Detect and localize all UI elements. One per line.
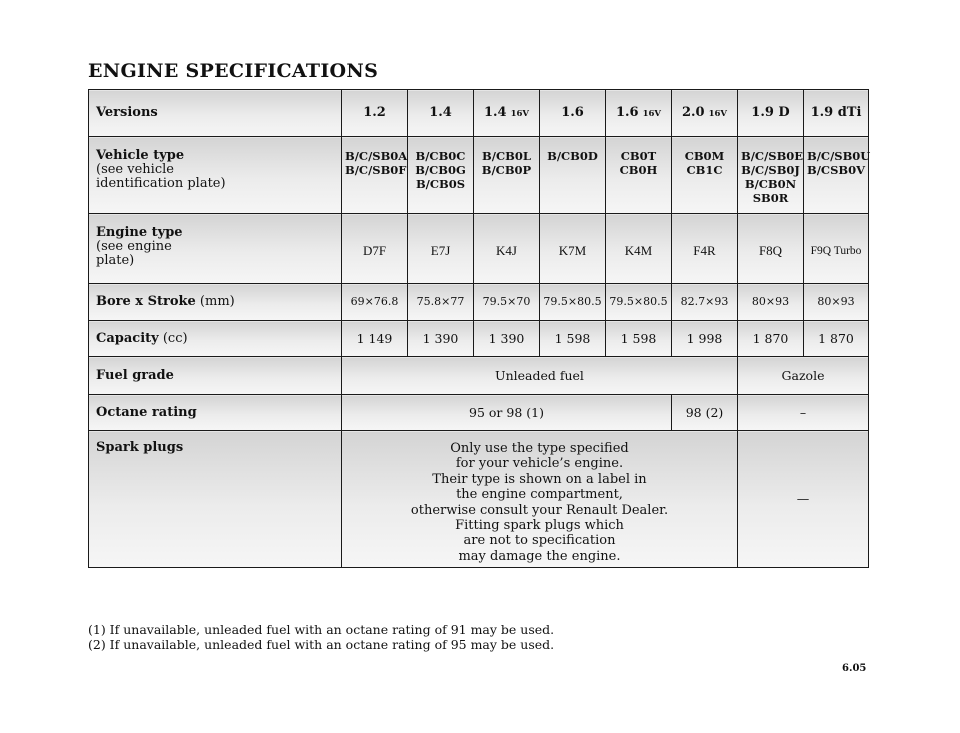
vehicle-type-cell: B/CB0L B/CB0P	[474, 137, 540, 214]
capacity-cell: 1 598	[606, 321, 672, 357]
capacity-cell: 1 870	[738, 321, 804, 357]
vehicle-type-label: Vehicle type (see vehicle identification plate)	[89, 137, 342, 214]
bore-stroke-cell: 79.5×80.5	[540, 284, 606, 321]
page-title: ENGINE SPECIFICATIONS	[88, 60, 379, 82]
bore-stroke-cell: 75.8×77	[408, 284, 474, 321]
footnote-2: (2) If unavailable, unleaded fuel with an octane rating of 95 may be used.	[88, 637, 555, 652]
engine-type-row	[89, 214, 869, 284]
engine-type-label: Engine type (see engine plate)	[89, 214, 342, 284]
fuel-grade-petrol: Unleaded fuel	[342, 357, 738, 395]
version-cell: 1.4 16V	[474, 90, 540, 137]
bore-stroke-label: Bore x Stroke (mm)	[89, 284, 342, 321]
octane-rating-petrol: 95 or 98 (1)	[342, 395, 672, 431]
octane-rating-diesel: –	[738, 395, 869, 431]
footnote-1: (1) If unavailable, unleaded fuel with an octane rating of 91 may be used.	[88, 622, 555, 637]
capacity-cell: 1 149	[342, 321, 408, 357]
bore-stroke-cell: 79.5×70	[474, 284, 540, 321]
octane-rating-row	[89, 395, 869, 431]
version-cell: 1.6	[540, 90, 606, 137]
version-cell: 1.2	[342, 90, 408, 137]
engine-type-cell: F8Q	[738, 214, 804, 284]
engine-type-cell: K4M	[606, 214, 672, 284]
bore-stroke-cell: 79.5×80.5	[606, 284, 672, 321]
engine-type-cell: D7F	[342, 214, 408, 284]
page-number: 6.05	[842, 663, 867, 674]
vehicle-type-cell: CB0T CB0H	[606, 137, 672, 214]
fuel-grade-label: Fuel grade	[89, 357, 342, 395]
bore-stroke-cell: 80×93	[804, 284, 869, 321]
engine-type-cell: F9Q Turbo	[804, 214, 869, 284]
spark-plugs-text: Only use the type specified for your vehicle’s engine. Their type is shown on a label in the engine compartment, otherwise consult your Renault Dealer. Fitting spark plugs which are not to specification may damage the engine.	[342, 431, 738, 568]
octane-rating-2l: 98 (2)	[672, 395, 738, 431]
versions-label: Versions	[89, 90, 342, 137]
capacity-row	[89, 321, 869, 357]
version-cell: 1.9 dTi	[804, 90, 869, 137]
vehicle-type-cell: B/CB0D	[540, 137, 606, 214]
spark-plugs-label: Spark plugs	[89, 431, 342, 568]
bore-stroke-cell: 80×93	[738, 284, 804, 321]
capacity-cell: 1 598	[540, 321, 606, 357]
octane-rating-label: Octane rating	[89, 395, 342, 431]
spark-plugs-diesel: —	[738, 431, 869, 568]
engine-type-cell: E7J	[408, 214, 474, 284]
vehicle-type-cell: B/C/SB0E B/C/SB0J B/CB0N SB0R	[738, 137, 804, 214]
version-cell: 1.9 D	[738, 90, 804, 137]
vehicle-type-cell: B/C/SB0U B/CSB0V	[804, 137, 869, 214]
capacity-cell: 1 390	[474, 321, 540, 357]
version-cell: 1.4	[408, 90, 474, 137]
engine-type-cell: K7M	[540, 214, 606, 284]
capacity-cell: 1 870	[804, 321, 869, 357]
engine-type-cell: K4J	[474, 214, 540, 284]
engine-specifications-table	[88, 89, 869, 568]
versions-row	[89, 90, 869, 137]
capacity-cell: 1 998	[672, 321, 738, 357]
version-cell: 2.0 16V	[672, 90, 738, 137]
version-cell: 1.6 16V	[606, 90, 672, 137]
vehicle-type-cell: B/CB0C B/CB0G B/CB0S	[408, 137, 474, 214]
bore-stroke-row	[89, 284, 869, 321]
vehicle-type-row	[89, 137, 869, 214]
fuel-grade-row	[89, 357, 869, 395]
capacity-label: Capacity (cc)	[89, 321, 342, 357]
vehicle-type-cell: B/C/SB0A B/C/SB0F	[342, 137, 408, 214]
bore-stroke-cell: 69×76.8	[342, 284, 408, 321]
fuel-grade-diesel: Gazole	[738, 357, 869, 395]
vehicle-type-cell: CB0M CB1C	[672, 137, 738, 214]
capacity-cell: 1 390	[408, 321, 474, 357]
bore-stroke-cell: 82.7×93	[672, 284, 738, 321]
engine-type-cell: F4R	[672, 214, 738, 284]
spark-plugs-row	[89, 431, 869, 568]
